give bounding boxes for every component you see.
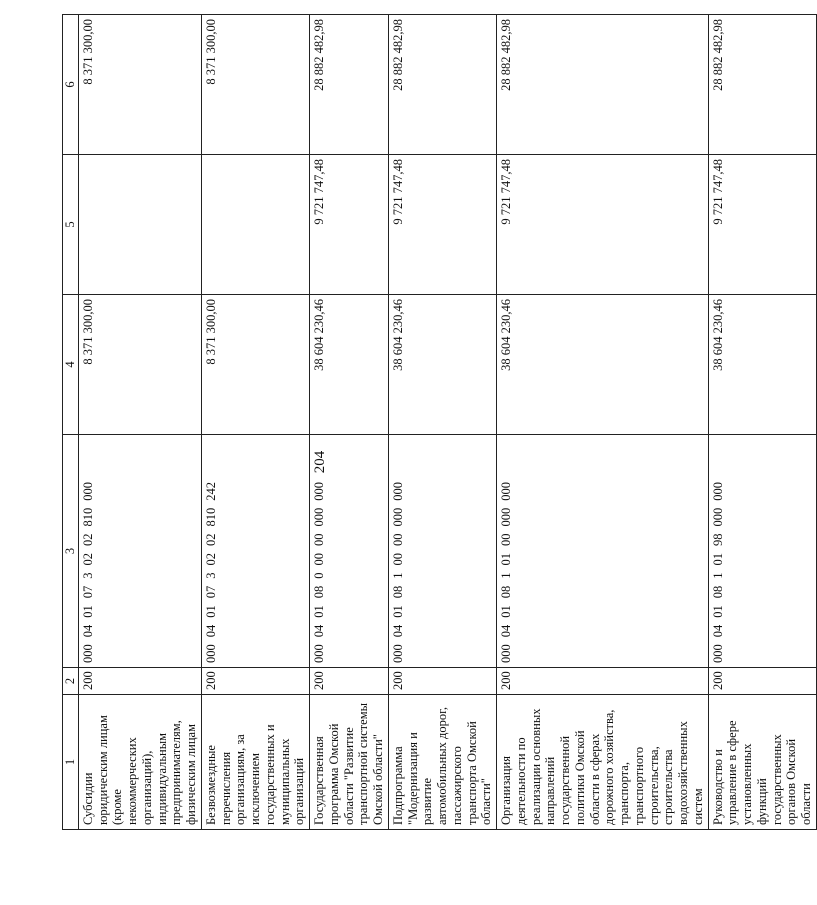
row-col6: 28 882 482,98 xyxy=(310,15,389,155)
table-row xyxy=(388,15,496,830)
code-part: 08 xyxy=(710,585,725,599)
table-row xyxy=(310,15,389,830)
code-part: 3 xyxy=(80,572,95,579)
row-col2: 200 xyxy=(201,668,309,695)
row-col4: 38 604 230,46 xyxy=(708,295,816,435)
header-col-1: 1 xyxy=(63,695,79,830)
row-col5 xyxy=(201,155,309,295)
table-row xyxy=(497,15,709,830)
row-name: Организация деятельности по реализации основных направлений государственной политики Омской области в сферах дорожного хозяйства, транспорта, транспортного строительства, строительства водохозяйственных систем xyxy=(497,695,709,830)
row-code xyxy=(497,435,709,668)
row-col2: 200 xyxy=(497,668,709,695)
row-col5 xyxy=(78,155,201,295)
code-part: 02 xyxy=(80,533,95,546)
code-part: 07 xyxy=(203,585,218,599)
row-col6: 8 371 300,00 xyxy=(201,15,309,155)
code-part: 000 xyxy=(80,482,95,501)
code-part: 04 xyxy=(710,624,725,638)
code-part: 08 xyxy=(390,585,405,599)
code-part: 02 xyxy=(203,553,218,566)
row-name: Подпрограмма "Модернизация и развитие автомобильных дорог, пассажирского транспорта Омской области" xyxy=(388,695,496,830)
row-code xyxy=(708,435,816,668)
code-part: 01 xyxy=(312,605,326,618)
code-part: 1 xyxy=(499,572,513,579)
row-col2: 200 xyxy=(708,668,816,695)
code-part: 04 xyxy=(203,624,218,638)
code-part: 00 xyxy=(312,533,326,546)
page-number: 204 xyxy=(312,450,328,474)
budget-table xyxy=(62,14,817,830)
row-col5: 9 721 747,48 xyxy=(310,155,389,295)
code-part: 01 xyxy=(203,605,218,618)
table-row xyxy=(201,15,309,830)
code-part: 01 xyxy=(390,605,405,618)
row-code xyxy=(310,435,389,668)
table-row xyxy=(78,15,201,830)
code-part: 000 xyxy=(312,507,326,527)
row-col2: 200 xyxy=(310,668,389,695)
row-col5: 9 721 747,48 xyxy=(497,155,709,295)
row-code xyxy=(388,435,496,668)
row-col6: 8 371 300,00 xyxy=(78,15,201,155)
code-part: 000 xyxy=(312,644,326,663)
code-part: 1 xyxy=(390,572,405,579)
code-part: 04 xyxy=(499,624,513,638)
row-code xyxy=(201,435,309,668)
code-part: 000 xyxy=(499,482,513,501)
row-code xyxy=(78,435,201,668)
code-part: 07 xyxy=(80,585,95,599)
row-name: Субсидии юридическим лицам (кроме некоммерческих организаций), индивидуальным предпринимателям, физическим лицам xyxy=(78,695,201,830)
code-part: 00 xyxy=(390,533,405,546)
code-part: 01 xyxy=(710,553,725,566)
row-col4: 8 371 300,00 xyxy=(201,295,309,435)
code-part: 810 xyxy=(80,507,95,527)
row-col4: 38 604 230,46 xyxy=(388,295,496,435)
row-col4: 8 371 300,00 xyxy=(78,295,201,435)
row-col5: 9 721 747,48 xyxy=(388,155,496,295)
header-row xyxy=(63,15,79,830)
code-part: 08 xyxy=(312,585,326,599)
row-col4: 38 604 230,46 xyxy=(310,295,389,435)
row-col5: 9 721 747,48 xyxy=(708,155,816,295)
code-part: 08 xyxy=(499,585,513,599)
header-col-5: 5 xyxy=(63,155,79,295)
code-part: 00 xyxy=(499,533,513,546)
row-col4: 38 604 230,46 xyxy=(497,295,709,435)
code-part: 02 xyxy=(203,533,218,546)
code-part: 3 xyxy=(203,572,218,579)
header-col-3: 3 xyxy=(63,435,79,668)
header-col-4: 4 xyxy=(63,295,79,435)
code-part: 1 xyxy=(710,572,725,579)
table-row xyxy=(708,15,816,830)
code-part: 000 xyxy=(203,644,218,663)
code-part: 00 xyxy=(312,553,326,566)
code-part: 0 xyxy=(312,572,326,579)
rotated-table-container xyxy=(62,15,813,830)
code-part: 242 xyxy=(203,482,218,501)
code-part: 04 xyxy=(312,624,326,638)
code-part: 01 xyxy=(499,553,513,566)
code-part: 000 xyxy=(390,507,405,527)
row-name: Безвозмездные перечисления организациям, за исключением государственных и муниципальных организаций xyxy=(201,695,309,830)
row-col6: 28 882 482,98 xyxy=(497,15,709,155)
row-col2: 200 xyxy=(388,668,496,695)
row-col6: 28 882 482,98 xyxy=(708,15,816,155)
code-part: 02 xyxy=(80,553,95,566)
code-part: 000 xyxy=(390,482,405,501)
code-part: 000 xyxy=(390,644,405,663)
code-part: 000 xyxy=(710,482,725,501)
code-part: 000 xyxy=(710,507,725,527)
code-part: 000 xyxy=(80,644,95,663)
header-col-2: 2 xyxy=(63,668,79,695)
code-part: 04 xyxy=(390,624,405,638)
code-part: 000 xyxy=(312,482,326,501)
row-name: Государственная программа Омской области "Развитие транспортной системы Омской области" xyxy=(310,695,389,830)
row-col6: 28 882 482,98 xyxy=(388,15,496,155)
row-col2: 200 xyxy=(78,668,201,695)
header-col-6: 6 xyxy=(63,15,79,155)
code-part: 000 xyxy=(710,644,725,663)
code-part: 98 xyxy=(710,533,725,546)
code-part: 04 xyxy=(80,624,95,638)
code-part: 810 xyxy=(203,507,218,527)
row-name: Руководство и управление в сфере установленных функций государственных органов Омской области xyxy=(708,695,816,830)
code-part: 01 xyxy=(710,605,725,618)
code-part: 00 xyxy=(390,553,405,566)
code-part: 000 xyxy=(499,507,513,527)
code-part: 000 xyxy=(499,644,513,663)
code-part: 01 xyxy=(499,605,513,618)
code-part: 01 xyxy=(80,605,95,618)
